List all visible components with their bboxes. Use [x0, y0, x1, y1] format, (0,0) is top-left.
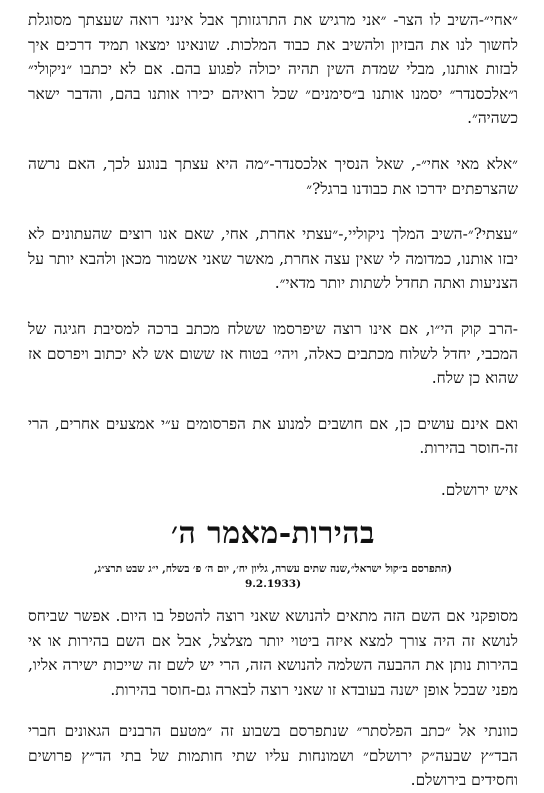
paragraph: מסופקני אם השם הזה מתאים להנושא שאני רוצה להטפל בו היום. אפשר שביחס לנושא זה היה צורך למצא איזה ביטוי יותר מצלצל, אבל אם השם בהירות או אי בהירות נותן את ההבעה השלמה להנושא הזה, הרי יש לשם זה שייכות ישירה אליו, מפני שבכל אופן ישנה בעובדא זו שאני רוצה לבארה גם-חוסר בהירות. — [28, 606, 518, 699]
paragraph: ״עצתי?״-השיב המלך ניקוליי,-״עצתי אחרת, אחי, שאם אנו רוצים שהעתונים לא יבזו אותנו, כמדומה לי שאין עצה אחרת, מאשר שאני אשמור מכאן ולהבא יותר על הצניעות ואתה תחדל לשתות יותר מדאי״. — [28, 225, 518, 293]
paragraph: ואם אינם עושים כן, אם חושבים למנוע את הפרסומים ע״י אמצעים אחרים, הרי זה-חוסר בהירות. — [28, 414, 518, 458]
article-heading: בהירות-מאמר ה׳ — [171, 515, 375, 551]
paragraph: ״אחי״-השיב לו הצר- ״אני מרגיש את התרגזותך אבל אינני רואה שעצתך מסוגלת לחשוך לנו את הבזיון ולהשיב את כבוד המלכות. שונאינו ימצאו תמיד דרכים איך לבזות אותנו, מבלי שמדת השין תהיה יכולה לפגוע בהם. אם לא יכתבו ״ניקולי״ ו״אלכסנדר״ יסמנו אותנו ב״סימנים״ שכל רואיהם יכירו אותנו בהם, והדבר ישאר כשהיה״. — [28, 11, 518, 128]
paragraph: -הרב קוק הי״ו, אם אינו רוצה שיפרסמו ששלח מכתב ברכה למסיבת חגיגה של המכבי, יחדל לשלוח מכתבים כאלה, ויהי׳ בטוח אז ששום אש לא יכתוב ויפרסם אז שהוא כן שלח. — [28, 319, 518, 388]
source-date: (9.2.1933 — [244, 577, 302, 590]
publication-source — [28, 562, 518, 592]
signature: איש ירושלם. — [440, 480, 518, 499]
source-line: (התפרסם ב״קול ישראל״,שנה שתים עשרה, גליון יח׳, יום ה׳ פ׳ בשלח, י״ג שבט תרצ״ג, — [93, 562, 453, 575]
paragraph: כוונתי אל ״כתב הפלסתר״ שנתפרסם בשבוע זה ״מטעם הרבנים הגאונים חברי הבד״ץ שבעה״ק ירושלם״ ושמונחות עליו שתי חותמות של בתי הד״ץ פרושים וחסידים בירושלם. — [28, 722, 518, 790]
paragraph: ״אלא מאי אחי״-, שאל הנסיך אלכסנדר-״מה היא עצתך בנוגע לכך, האם נרשה שהצרפתים ידרכו את כבודנו ברגל?״ — [28, 154, 518, 198]
